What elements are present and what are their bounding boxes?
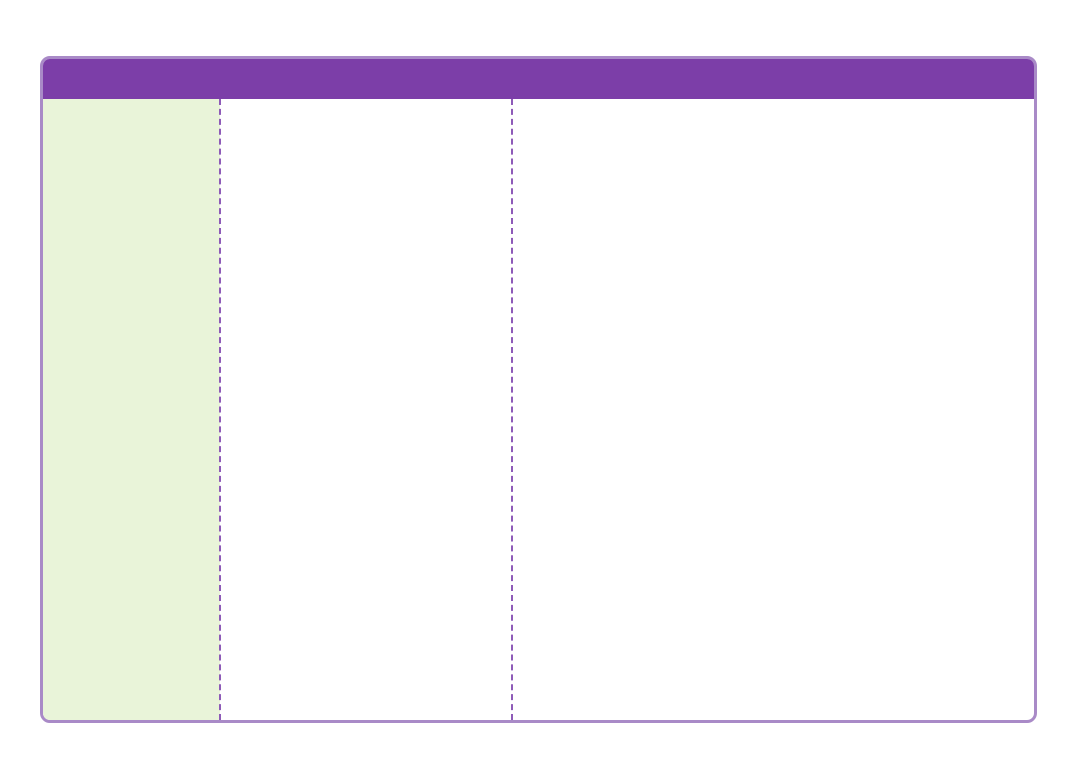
header-time	[43, 59, 220, 99]
header-event	[220, 59, 512, 99]
table-header	[43, 59, 1034, 99]
column-divider-1	[219, 99, 221, 720]
column-divider-2	[511, 99, 513, 720]
schedule-table	[40, 56, 1037, 723]
time-column-background	[43, 99, 220, 720]
header-goal	[512, 59, 1034, 99]
